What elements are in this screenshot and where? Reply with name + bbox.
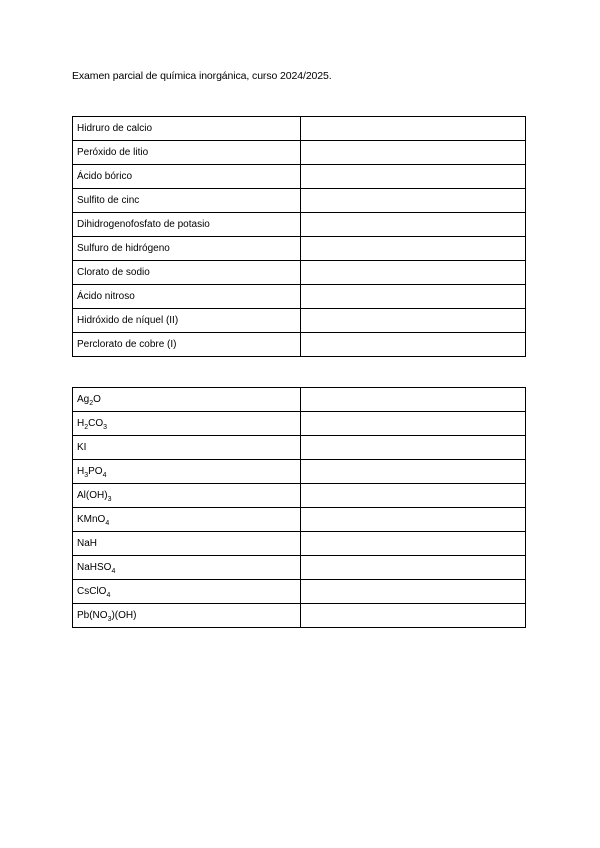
chemical-formula-cell	[73, 508, 301, 532]
name-answer-cell[interactable]	[301, 532, 526, 556]
names-table-row	[73, 117, 526, 141]
formula-text: KI	[77, 441, 87, 453]
formula-text: H	[77, 417, 85, 429]
name-answer-cell[interactable]	[301, 460, 526, 484]
formula-subscript: 3	[107, 495, 112, 503]
names-table-row	[73, 213, 526, 237]
name-answer-cell[interactable]	[301, 436, 526, 460]
formula-answer-cell[interactable]	[301, 309, 526, 333]
formula-text: CsClO	[77, 585, 107, 597]
formula-text: PO	[88, 465, 103, 477]
compound-name-cell: Peróxido de litio	[73, 141, 301, 165]
formula-answer-cell[interactable]	[301, 333, 526, 357]
formula-answer-cell[interactable]	[301, 117, 526, 141]
names-table-row	[73, 261, 526, 285]
formulas-table	[72, 387, 526, 628]
formula-text: KMnO	[77, 513, 106, 525]
formula-text: H	[77, 465, 85, 477]
compound-name-cell: Ácido bórico	[73, 165, 301, 189]
chemical-formula-cell	[73, 532, 301, 556]
formula-text: CO	[88, 417, 104, 429]
name-answer-cell[interactable]	[301, 580, 526, 604]
formula-answer-cell[interactable]	[301, 237, 526, 261]
formulas-table-row	[73, 604, 526, 628]
formula-text: NaHSO	[77, 561, 112, 573]
formulas-table-row	[73, 532, 526, 556]
names-table-row	[73, 165, 526, 189]
formulas-table-row	[73, 436, 526, 460]
formula-subscript: 3	[84, 471, 89, 479]
formula-subscript: 4	[102, 471, 107, 479]
names-table-row	[73, 141, 526, 165]
exam-title: Examen parcial de química inorgánica, curso 2024/2025.	[72, 70, 332, 82]
formulas-table-row	[73, 484, 526, 508]
compound-name-cell: Hidruro de calcio	[73, 117, 301, 141]
name-answer-cell[interactable]	[301, 604, 526, 628]
formula-text: Pb(NO	[77, 609, 108, 621]
formulas-table-row	[73, 556, 526, 580]
formulas-table-row	[73, 580, 526, 604]
formulas-table-row	[73, 508, 526, 532]
formula-answer-cell[interactable]	[301, 141, 526, 165]
chemical-formula-cell	[73, 388, 301, 412]
chemical-formula-cell	[73, 604, 301, 628]
compound-name-cell: Sulfuro de hidrógeno	[73, 237, 301, 261]
formulas-table-row	[73, 388, 526, 412]
formula-text: O	[93, 393, 101, 405]
name-answer-cell[interactable]	[301, 484, 526, 508]
formula-subscript: 3	[107, 615, 112, 623]
chemical-formula-cell	[73, 412, 301, 436]
names-table-row	[73, 237, 526, 261]
chemical-formula-cell	[73, 580, 301, 604]
formula-text: Al(OH)	[77, 489, 108, 501]
formula-subscript: 3	[103, 423, 108, 431]
formula-answer-cell[interactable]	[301, 213, 526, 237]
formula-text: Ag	[77, 393, 90, 405]
formulas-table-row	[73, 460, 526, 484]
chemical-formula-cell	[73, 460, 301, 484]
compound-name-cell: Hidróxido de níquel (II)	[73, 309, 301, 333]
names-table	[72, 116, 526, 357]
formula-subscript: 4	[106, 591, 111, 599]
chemical-formula-cell	[73, 556, 301, 580]
names-table-row	[73, 189, 526, 213]
name-answer-cell[interactable]	[301, 388, 526, 412]
name-answer-cell[interactable]	[301, 412, 526, 436]
compound-name-cell: Ácido nitroso	[73, 285, 301, 309]
compound-name-cell: Dihidrogenofosfato de potasio	[73, 213, 301, 237]
names-table-row	[73, 333, 526, 357]
chemical-formula-cell	[73, 484, 301, 508]
formula-subscript: 4	[105, 519, 110, 527]
formula-subscript: 2	[89, 399, 94, 407]
formula-answer-cell[interactable]	[301, 261, 526, 285]
compound-name-cell: Sulfito de cinc	[73, 189, 301, 213]
compound-name-cell: Clorato de sodio	[73, 261, 301, 285]
formula-subscript: 2	[84, 423, 89, 431]
names-table-row	[73, 309, 526, 333]
formula-answer-cell[interactable]	[301, 285, 526, 309]
formula-subscript: 4	[111, 567, 116, 575]
formula-answer-cell[interactable]	[301, 165, 526, 189]
formulas-table-row	[73, 412, 526, 436]
compound-name-cell: Perclorato de cobre (I)	[73, 333, 301, 357]
name-answer-cell[interactable]	[301, 556, 526, 580]
formula-answer-cell[interactable]	[301, 189, 526, 213]
formula-text: )(OH)	[111, 609, 137, 621]
name-answer-cell[interactable]	[301, 508, 526, 532]
chemical-formula-cell	[73, 436, 301, 460]
formula-text: NaH	[77, 537, 98, 549]
names-table-row	[73, 285, 526, 309]
